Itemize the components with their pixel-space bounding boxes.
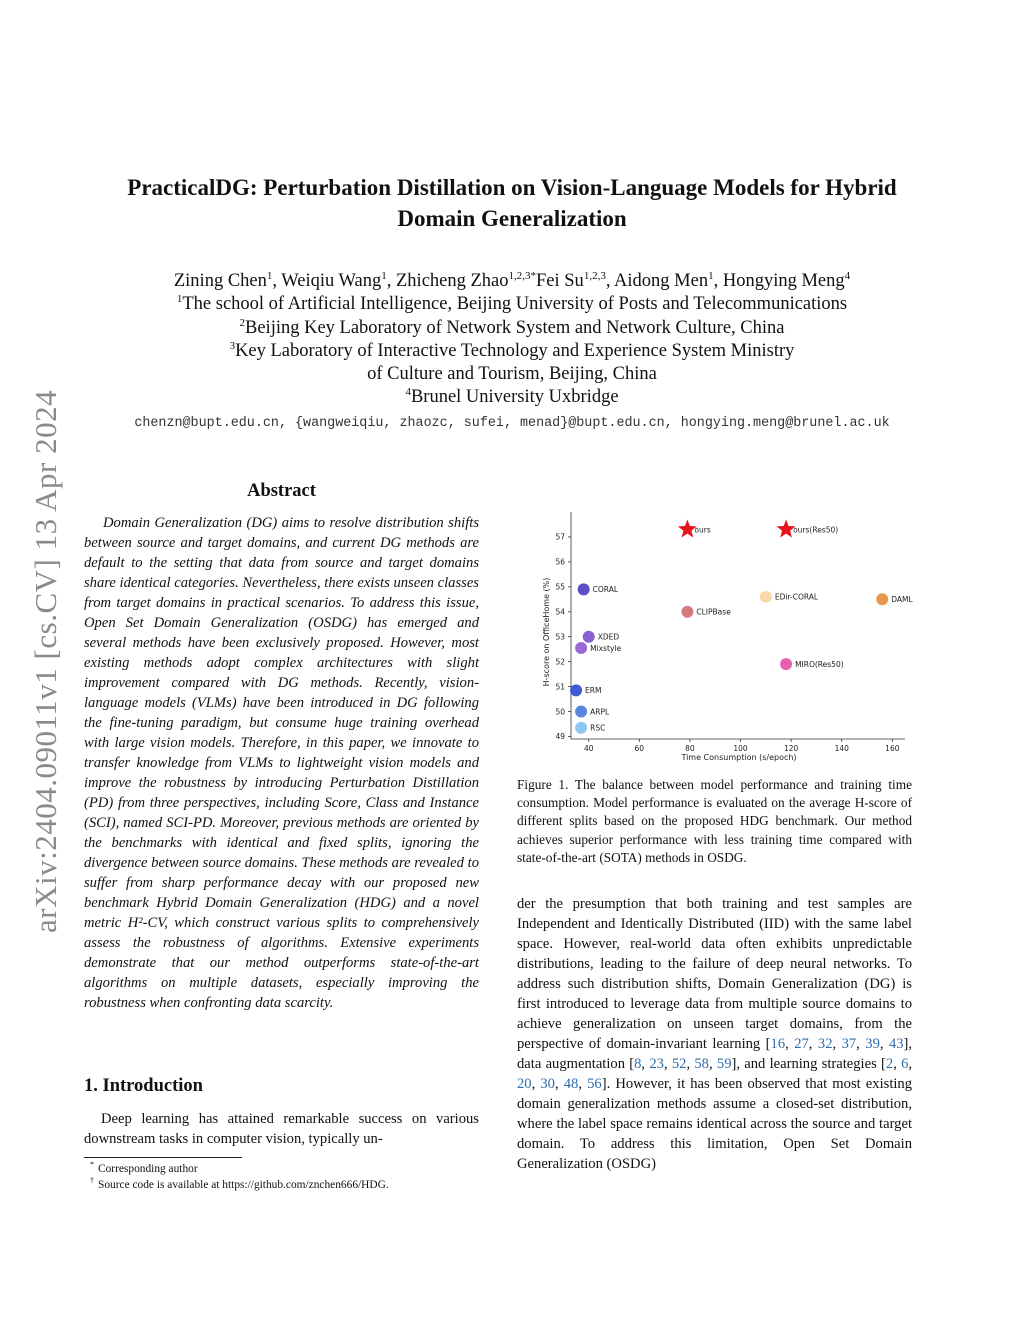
data-point	[681, 606, 693, 618]
author-name: Hongying Meng	[722, 271, 845, 291]
x-tick-label: 40	[583, 744, 594, 753]
author-affil-sup: 1	[708, 269, 714, 282]
y-tick-label: 55	[555, 582, 565, 592]
citation-link[interactable]: 2	[885, 1056, 894, 1072]
citation-link[interactable]: 58	[694, 1056, 709, 1072]
author-list: Zining Chen$^1$, Weiqiu Wang$^1$, Zhicheng Zhao$^{1,2,3*}$Fei Su$^{1,2,3}$, Aidong Men$^1$, Hongying Meng$^4$	[173, 269, 851, 291]
figure-1-caption: Figure 1. The balance between model performance and training time consumption. Model performance is evaluated on the average H-score of different splits based on the proposed HDG benchmark. Our method achieves superior performance with less training time compared with state-of-the-art (SOTA) methods in OSDG.	[517, 777, 912, 865]
data-point	[780, 658, 792, 670]
x-axis-label: Time Consumption (s/epoch)	[681, 753, 797, 762]
affiliation-line: $^3$Key Laboratory of Interactive Technology and Experience System Ministry	[229, 339, 795, 361]
data-point-label: XDED	[597, 632, 620, 642]
author-block	[60, 270, 964, 410]
affiliation-line: $^1$The school of Artificial Intelligence, Beijing University of Posts and Telecommunications	[176, 293, 848, 315]
data-point-label: MIRO(Res50)	[795, 659, 844, 669]
data-point-label: CORAL	[592, 585, 619, 595]
introduction-text: Deep learning has attained remarkable success on various downstream tasks in computer vision, typically un-	[84, 1111, 479, 1147]
author-name: Aidong Men	[614, 271, 709, 291]
author-affil-sup: 1	[381, 269, 387, 282]
citation-link[interactable]: 43	[888, 1036, 904, 1052]
y-tick-label: 50	[555, 707, 565, 717]
data-point	[760, 591, 772, 603]
figure-1-scatter-chart	[520, 510, 913, 772]
x-tick-label: 100	[733, 744, 748, 753]
author-affil-sup: 1	[266, 269, 273, 282]
citation-link[interactable]: 48	[563, 1076, 579, 1092]
x-tick-label: 160	[885, 744, 900, 753]
data-point-label: ERM	[585, 686, 602, 696]
citation-link[interactable]: 39	[865, 1036, 880, 1052]
citation-link[interactable]: 37	[841, 1036, 857, 1052]
x-tick-label: 120	[783, 744, 799, 753]
footnote-source-code: † Source code is available at https://github.com/znchen666/HDG.	[90, 1176, 389, 1191]
data-point	[575, 706, 587, 718]
data-point	[570, 684, 582, 696]
title-line-2: Domain Generalization	[397, 206, 627, 231]
arxiv-stamp: arXiv:2404.09011v1 [cs.CV] 13 Apr 2024	[28, 389, 63, 933]
y-tick-label: 53	[555, 632, 565, 642]
data-point	[876, 593, 888, 605]
introduction-text-continued: der the presumption that both training and test samples are Independent and Identically Distributed (IID) with the same label space. However, real-world data often exhibits unpredictable distributions, leading to the failure of deep neural networks. To address such distribution shifts, Domain Generalization (DG) is first introduced to leverage data from multiple source domains to achieve generalization on unseen target domains, from the perspective of domain-invariant learning [16, 27, 32, 37, 39, 43], data augmentation [8, 23, 52, 58, 59], and learning strategies [2, 6, 20, 30, 48, 56]. However, it has been observed that most existing domain generalization methods assume a closed-set distribution, where the label space remains identical across the source and target domain. To address this limitation, Open Set Domain Generalization (OSDG)	[517, 896, 913, 1172]
data-point-label: ARPL	[590, 707, 610, 717]
citation-link[interactable]: 6	[901, 1056, 909, 1072]
citation-link[interactable]: 30	[540, 1076, 555, 1092]
author-name: Zining Chen	[173, 271, 267, 291]
citation-link[interactable]: 23	[649, 1056, 664, 1072]
abstract-heading: Abstract	[247, 481, 316, 501]
data-point-label: DAML	[891, 595, 913, 605]
y-axis-label: H-score on OfficeHome (%)	[542, 577, 551, 687]
data-point-label: Mixstyle	[590, 643, 622, 653]
citation-link[interactable]: 59	[716, 1056, 732, 1072]
data-point	[583, 631, 595, 643]
x-tick-label: 140	[834, 744, 849, 753]
citation-link[interactable]: 56	[587, 1076, 602, 1092]
y-tick-label: 51	[555, 682, 565, 692]
title-line-1: PracticalDG: Perturbation Distillation on Vision-Language Models for Hybrid	[127, 175, 897, 200]
author-name: Fei Su	[536, 271, 584, 291]
data-point	[575, 642, 587, 654]
section-heading-introduction: 1. Introduction	[84, 1076, 203, 1096]
author-affil-sup: 1,2,3*	[508, 269, 536, 282]
data-point-label: ours	[694, 525, 711, 535]
data-point	[575, 722, 587, 734]
y-tick-label: 56	[555, 557, 565, 567]
author-emails: chenzn@bupt.edu.cn, {wangweiqiu, zhaozc, sufei, menad}@bupt.edu.cn, hongying.meng@brunel.ac.uk	[134, 416, 890, 431]
citation-link[interactable]: 16	[770, 1036, 786, 1052]
footnote-divider	[84, 1157, 242, 1158]
footnote-corresponding: * Corresponding author	[90, 1160, 198, 1175]
author-name: Zhicheng Zhao	[396, 271, 509, 291]
author-affil-sup: 1,2,3	[583, 269, 606, 282]
data-point-label: CLIPBase	[696, 607, 731, 617]
x-tick-label: 60	[634, 744, 645, 753]
citation-link[interactable]: 52	[671, 1056, 687, 1072]
citation-link[interactable]: 8	[634, 1056, 642, 1072]
data-point	[578, 583, 590, 595]
abstract-text: Domain Generalization (DG) aims to resolve distribution shifts between source and target domains, and current DG methods are default to the setting that data from source and target domains share identical categories. Nevertheless, there exists unseen classes from target domains in practical scenarios. To address this issue, Open Set Domain Generalization (OSDG) has emerged and several methods have been exclusively proposed. However, most existing methods adopt complex architectures with slight improvement compared with DG methods. Recently, vision-language models (VLMs) have been introduced in DG following the fine-tuning paradigm, but consume huge training overhead with large vision models. Therefore, in this paper, we innovate to transfer knowledge from VLMs to lightweight vision models and improve the robustness by introducing Perturbation Distillation (PD) from three perspectives, including Score, Class and Instance (SCI), named SCI-PD. Moreover, previous methods are oriented by the benchmarks with identical and fixed splits, ignoring the divergence between source domains. These methods are revealed to suffer from sharp performance decay with our proposed new benchmark Hybrid Domain Generalization (HDG) and a novel metric H²-CV, which construct various splits to comprehensively assess the robustness of algorithms. Extensive experiments demonstrate that our method outperforms state-of-the-art algorithms on multiple datasets, especially improving the robustness when confronting data scarcity.	[84, 515, 479, 1011]
author-affil-sup: 4	[844, 269, 851, 282]
y-tick-label: 49	[555, 732, 565, 742]
x-tick-label: 80	[685, 744, 695, 753]
citation-link[interactable]: 20	[517, 1076, 532, 1092]
author-name: Weiqiu Wang	[281, 271, 382, 291]
data-point-label: RSC	[590, 723, 606, 733]
citation-link[interactable]: 32	[817, 1036, 833, 1052]
affiliation-line: $^2$Beijing Key Laboratory of Network System and Network Culture, China	[239, 316, 785, 338]
y-tick-label: 54	[555, 607, 565, 617]
paper-title	[60, 172, 964, 234]
y-tick-label: 52	[555, 657, 565, 667]
affiliation-line: of Culture and Tourism, Beijing, China	[367, 364, 657, 385]
affiliation-line: $^4$Brunel University Uxbridge	[405, 386, 619, 408]
data-point-label: ours(Res50)	[793, 525, 839, 535]
y-tick-label: 57	[555, 532, 565, 542]
citation-link[interactable]: 27	[794, 1036, 809, 1052]
data-point-label: EDir-CORAL	[774, 592, 819, 602]
